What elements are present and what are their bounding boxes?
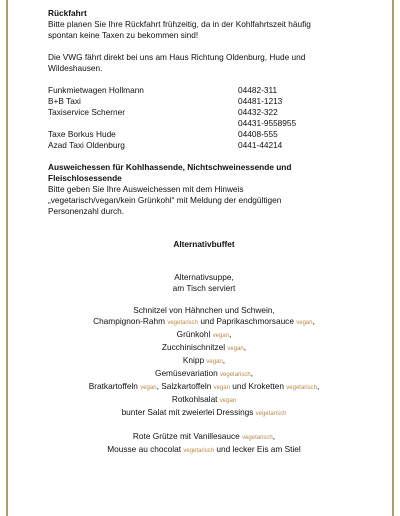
contact-name: Azad Taxi Oldenburg	[48, 140, 125, 150]
menu-item	[48, 329, 360, 342]
contact-number: 04408-555	[238, 129, 278, 139]
ausweich-heading	[48, 162, 360, 184]
contact-name: Taxe Borkus Hude	[48, 129, 116, 139]
diet-tag: vegan	[140, 385, 157, 391]
dessert-item	[48, 431, 360, 444]
contact-row	[48, 140, 360, 151]
contact-row	[48, 107, 360, 118]
contact-row	[48, 85, 360, 96]
page-frame-left	[6, 0, 8, 516]
buffet-intro	[48, 272, 360, 294]
menu-item-text: Schnitzel von Hähnchen und Schwein,	[133, 305, 275, 315]
contact-row	[48, 96, 360, 107]
ausweich-heading-line: Fleischlosessende	[48, 173, 122, 183]
contact-number: 04481-1213	[238, 96, 283, 106]
contact-number: 0441-44214	[238, 140, 283, 150]
menu-item	[48, 355, 360, 368]
menu-item-text: Gemüsevariation	[154, 368, 221, 378]
dessert-item	[48, 444, 360, 457]
rueckfahrt-text-line: spontan keine Taxen zu bekommen sind!	[48, 30, 199, 40]
diet-tag: vegan	[213, 385, 230, 391]
menu-item	[48, 407, 360, 420]
contact-name: B+B Taxi	[48, 96, 81, 106]
menu-item-text: ,	[229, 329, 232, 339]
vwg-text-line: Wildeshausen.	[48, 63, 103, 73]
menu-item-text: ,	[312, 316, 315, 326]
taxi-contacts	[48, 85, 360, 151]
menu-item	[48, 305, 360, 316]
contact-name: Funkmietwagen Hollmann	[48, 85, 144, 95]
menu-item-text: und lecker Eis am Stiel	[214, 444, 301, 454]
contact-number: 04431-9558955	[238, 118, 297, 128]
menu-item	[48, 394, 360, 407]
buffet-main-items	[48, 305, 360, 420]
menu-item-text: bunter Salat mit zweierlei Dressings	[121, 407, 256, 417]
rueckfahrt-text	[48, 19, 360, 41]
diet-tag: vegetarisch	[255, 411, 287, 417]
menu-item-text: ,	[243, 342, 247, 352]
ausweich-text	[48, 184, 360, 217]
contact-number: 04432-322	[238, 107, 278, 117]
contact-name	[48, 118, 238, 129]
menu-item-text: ,	[250, 368, 254, 378]
contact-row	[48, 118, 360, 129]
menu-item-text: Rotkohlsalat	[171, 394, 220, 404]
menu-item-text: ,	[272, 431, 276, 441]
diet-tag: vegetarisch	[220, 372, 251, 378]
diet-tag: vegan	[296, 320, 313, 326]
buffet-heading: Alternativbuffet	[173, 239, 235, 249]
menu-item-text: Grünkohl	[176, 329, 213, 339]
diet-tag: vegetarisch	[286, 385, 317, 391]
page-frame-right	[392, 0, 394, 516]
menu-item-text: Bratkartoffeln	[88, 381, 141, 391]
menu-item-text: ,	[316, 381, 320, 391]
diet-tag: vegan	[212, 333, 230, 339]
diet-tag: vegan	[206, 359, 223, 365]
contact-row	[48, 129, 360, 140]
contact-number: 04482-311	[238, 85, 278, 95]
menu-item-text: und Paprikaschmorsauce	[198, 316, 297, 326]
contact-name: Taxiservice Scherner	[48, 107, 126, 117]
buffet-intro-line: Alternativsuppe,	[174, 272, 234, 282]
menu-item-text: , Salzkartoffeln	[156, 381, 214, 391]
diet-tag: vegetarisch	[242, 435, 273, 441]
vwg-text-line: Die VWG fährt direkt bei uns am Haus Richtung Oldenburg, Hude und	[48, 52, 306, 62]
menu-item-text: ,	[222, 355, 226, 365]
rueckfahrt-heading: Rückfahrt	[48, 8, 87, 18]
menu-item-text: Mousse au chocolat	[107, 444, 184, 454]
document-page	[48, 8, 360, 457]
buffet-dessert-items	[48, 431, 360, 457]
diet-tag: vegan	[227, 346, 244, 352]
menu-item-text: Rote Grütze mit Vanillesauce	[132, 431, 243, 441]
menu-item	[48, 342, 360, 355]
ausweich-text-line: Bitte geben Sie Ihre Ausweichessen mit dem Hinweis	[48, 184, 244, 194]
menu-item-text: Champignon-Rahm	[93, 316, 168, 326]
menu-item-text: Knipp	[182, 355, 207, 365]
menu-item-text: Zucchinischnitzel	[161, 342, 228, 352]
buffet-intro-line: am Tisch serviert	[172, 283, 236, 293]
menu-item	[48, 381, 360, 394]
diet-tag: vegetarisch	[167, 320, 199, 326]
menu-item-text: und Kroketten	[229, 381, 287, 391]
ausweich-text-line: „vegetarisch/vegan/kein Grünkohl“ mit Meldung der endgültigen	[48, 195, 282, 205]
ausweich-text-line: Personenzahl durch.	[48, 206, 125, 216]
diet-tag: vegan	[219, 398, 237, 404]
diet-tag: vegetarisch	[183, 448, 215, 454]
ausweich-heading-line: Ausweichessen für Kohlhassende, Nichtschweinessende und	[48, 162, 292, 172]
rueckfahrt-text-line: Bitte planen Sie Ihre Rückfahrt frühzeitig, da in der Kohlfahrtszeit häufig	[48, 19, 311, 29]
menu-item	[48, 316, 360, 329]
vwg-text	[48, 52, 360, 74]
menu-item	[48, 368, 360, 381]
